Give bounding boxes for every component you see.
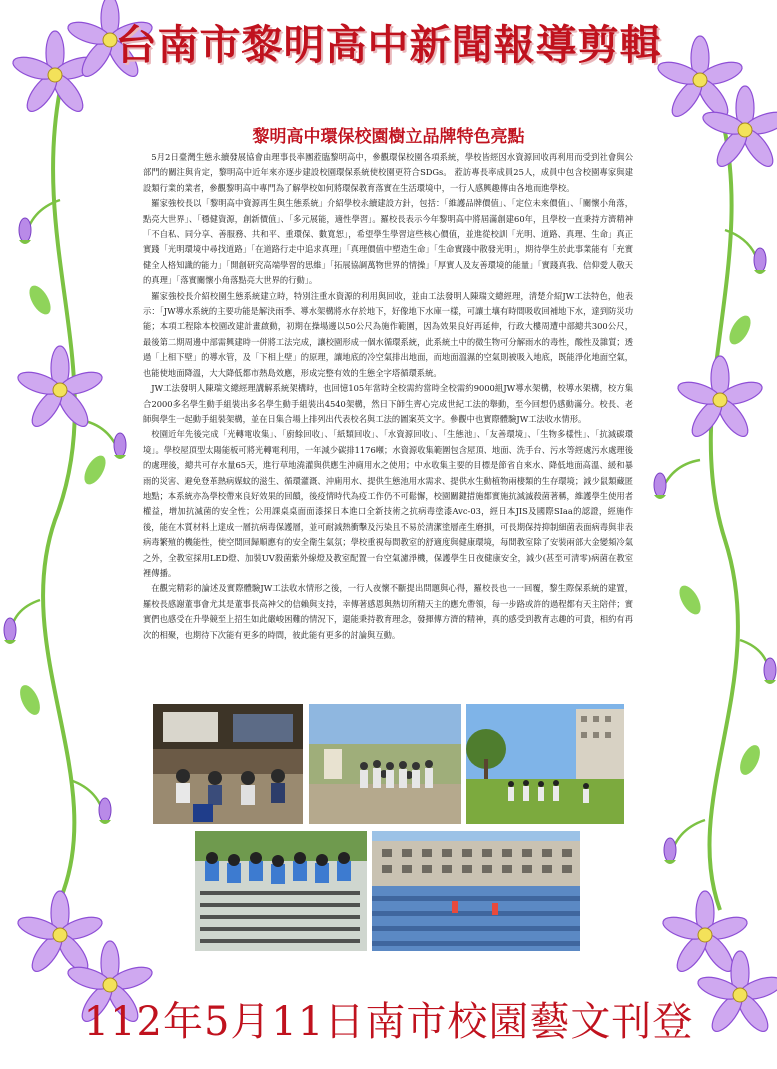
article-paragraph: 校園近年先後完成「光轉電收集」、「廚餘回收」、「紙類回收」、「水資源回收」、「生態池」、「友善環境」、「生物多樣性」、「抗減碳環境」。學校屋頂型太陽能板可將光轉電利用，一年減少碳排1176噸；水資源收集範圍包含屋頂、地面、洗手台、污水等經處污水處理後的處理後，總共可存水量65天，進行草地澆灌與供應生沖廁用水之使用；中水收集主要的目標是節省自來水、降低地面高溫、緩和暴雨的災害、避免登革熱病媒蚊的滋生、循環灌溉、沖廁用水、提供生態池用水需求、提供水生動植物兩棲類的生存環境；減少鼠類藏匿地點；本系統亦為學校帶來良好效果的回饋，後疫情時代為疫工作仍不可鬆懈，校園關鍵措施都實施抗減滅殺菌著稱，維護學生使用者權益，增加抗滅菌的安全性；公用課桌桌面面漆採日本進口全新技術之抗病毒塗漆Avc-03，經日本JIS及國際SIaa的認證，經施作後，能在木質材料上達成一層抗病毒保護層，並可耐減熱衝擊及污染且不易於清潔塗層產生磨損，可長期保持抑制細菌表面病毒與非表病毒繁殖的機能性，使空間回歸順應有的安全衛生氣氛；學校重視每間教室的舒適度與健康環境，每間教室除了安裝兩部大金變頻冷氣之外，全教室採用LED燈、加裝UV殺菌紫外線燈及教室配置一台空氣濾淨機，保護學生日夜健康安全，減少(甚至可清零)病菌在教室裡傳播。 bbox=[143, 429, 633, 578]
article-paragraph: 5月2日臺灣生態永續發展協會由理事長率團蒞臨黎明高中，參觀環保校園各項系統，學校皆經因水資源回收再利用而受到社會與公部門的關注與肯定，黎明高中近年來亦逐步建設校園環保系統使校園更符合SDGs。 蒞訪專長率成員25人，成員中包含校園專家與建設類行業的業者，參觀黎明高中專門為了解學校如何將環保教育落實在生活環境中，一行人感興趣傳由各地而進學校。 bbox=[143, 152, 633, 193]
article-paragraph: 羅家強校長以「黎明高中資源再生與生態系統」介紹學校永續建設方針，包括：「維護品牌價值」、「定位未來價值」、「關懷小角落，點亮大世界」、「穩健資源，創新價值」、「多元展能，適性學習」。羅校長表示今年黎明高中將屆滿創建60年，且學校一直秉持方濟精神「不自私、同分享、善服務、共和平、重環保、數寬恕」，希望學生學習這些核心價值，並進從校訓「光明、道路、真理、生命」真正實踐「光明環境中尋找道路」「在道路行走中追求真理」「真理價值中塑造生命」「生命實踐中散發光明」，期待學生於此事業能有「充實健全人格知識的能力」「開創研究高端學習的思維」「拓展協調萬物世界的情操」「厚實人及友善環境的能量」「實踐真我、信仰愛人敬天的真理」「落實關懷小角落點亮大世界的行動」。 bbox=[143, 198, 633, 286]
photo-students-assembling bbox=[195, 831, 367, 951]
photo-group-campus bbox=[309, 704, 461, 824]
article-body bbox=[143, 150, 633, 643]
photo-campus-lawn bbox=[466, 704, 624, 824]
masthead-title: 台南市黎明高中新聞報導剪輯 bbox=[115, 21, 662, 69]
publication-footer: 112年5月11日南市校園藝文刊登 bbox=[83, 999, 694, 1045]
article-paragraph: 在觀完精彩的論述及實際體驗JW工法收水情形之後，一行人夜懷不斷提出問題與心得，羅校長也一一回覆，黎生際保系統的建置，羅校長感謝董事會尤其是董事長高神父的信賴與支持，幸傳著感恩與熱切所精天主的應允帶領，每一步路或許的過程都有天主陪伴；實實們也感受在升學競至上招生如此嚴峻困難的情況下，還能秉持教育理念，發揮傳方濟的精神，真的感受到教育志趣的可貴，相約有再次的相聚，也期待下次能有更多的時間，彼此能有更多的討論與互動。 bbox=[143, 583, 633, 640]
photo-school-assembly bbox=[372, 831, 580, 951]
article-headline: 黎明高中環保校園樹立品牌特色亮點 bbox=[252, 127, 525, 147]
photo-briefing-room bbox=[153, 704, 303, 824]
article-paragraph: 羅家強校長介紹校園生態系統建立時，特別注重水資源的利用與回收，並由工法發明人陳瑞文總經理，清楚介紹JW工法特色，他表示：「JW導水系統的主要功能是解決雨季、導水架構將水存於地下，好像地下水庫一樣，可讓土壤有時間吸收回補地下水，達到防災功能；本項工程除本校園改建計畫啟動，初期在操場邊以50公尺為施作範圍，因為效果良好再延伸，行政大樓周遭中部總共300公尺，最後第二期周邊中部需興建時一併將工法完成，讓校園形成一個水循環系統，此系統土中的微生物可分解雨水的毒性，酸性及雜質；透過「上相下壁」的導水管，及「下相上壁」的原理，讓地底的冷空氣排出地面，而地面溫濕的空氣則被吸入地底，既能淨化地面空氣，也能使地面降溫，大大降低都市熱島效應，形成完整有效的生態全字塔循環系統。 bbox=[143, 290, 633, 378]
article-paragraph: JW工法發明人陳瑞文總經理講解系統架構時，也回憶105年當時全校需約當時全校需約9000組JW導水架構，校導水架構，校方集合2000多名學生動手組裝出多名學生動手組裝出4540架構，然日下師生齊心完成世紀工法的舉動，至今回想仍感動滿分。校長、老師與學生一起動手組裝架構，並在日集合場上排列出代表校名與工法的圖案英文字。參觀中也實際體驗JW工法收水情形。 bbox=[143, 383, 633, 424]
